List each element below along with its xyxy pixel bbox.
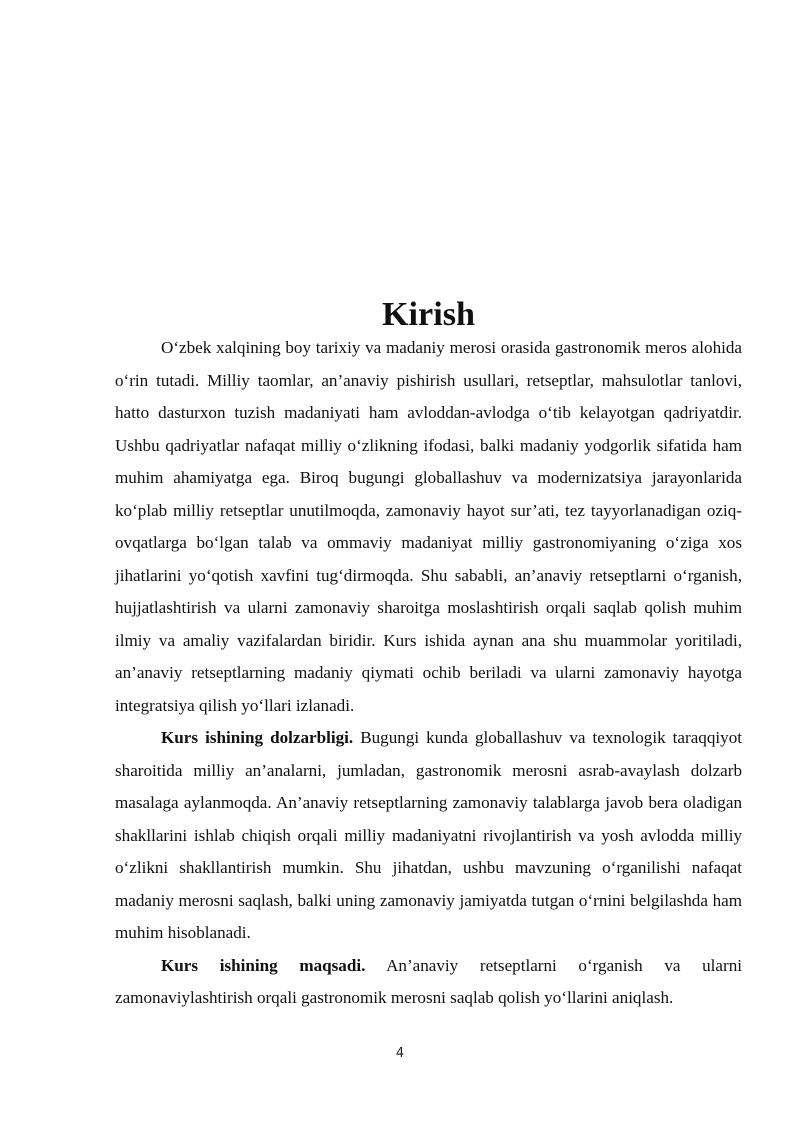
intro-paragraph-text: O‘zbek xalqining boy tarixiy va madaniy merosi orasida gastronomik meros alohida o‘rin tutadi. Milliy taomlar, an’anaviy pishirish usullari, retseptlar, mahsulotlar tanlovi, hatto dasturxon tuzish madaniyati ham avloddan-avlodga o‘tib kelayotgan qadriyatdir. Ushbu qadriyatlar nafaqat milliy o‘zlikning ifodasi, balki madaniy yodgorlik sifatida ham muhim ahamiyatga ega. Biroq bugungi globallashuv va modernizatsiya jarayonlarida ko‘plab milliy retseptlar unutilmoqda, zamonaviy hayot sur’ati, tez tayyorlanadigan oziq-ovqatlarga bo‘lgan talab va ommaviy madaniyat milliy gastronomiyaning o‘ziga xos jihatlarini yo‘qotish xavfini tug‘dirmoqda. Shu sababli, an’anaviy retseptlarni o‘rganish, hujjatlashtirish va ularni zamonaviy sharoitga moslashtirish orqali saqlab qolish muhim ilmiy va amaliy vazifalardan biridir. Kurs ishida aynan ana shu muammolar yoritiladi, an’anaviy retseptlarning madaniy qiymati ochib beriladi va ularni zamonaviy hayotga integratsiya qilish yo‘llari izlanadi. — [115, 338, 742, 715]
goal-paragraph — [115, 950, 742, 1015]
goal-lead: Kurs ishining maqsadi. — [161, 955, 366, 975]
relevance-lead: Kurs ishining dolzarbligi. — [161, 728, 354, 747]
relevance-paragraph — [115, 722, 742, 950]
relevance-text: Bugungi kunda globallashuv va texnologik taraqqiyot sharoitida milliy an’analarni, jumladan, gastronomik merosni asrab-avaylash dolzarb masalaga aylanmoqda. An’anaviy retseptlarning zamonaviy talablarga javob bera oladigan shakllarini ishlab chiqish orqali milliy madaniyatni rivojlantirish va yosh avlodda milliy o‘zlikni shakllantirish mumkin. Shu jihatdan, ushbu mavzuning o‘rganilishi nafaqat madaniy merosni saqlash, balki uning zamonaviy jamiyatda tutgan o‘rnini belgilashda ham muhim hisoblanadi. — [115, 728, 742, 942]
page-body — [115, 296, 743, 1015]
section-heading: Kirish — [381, 296, 476, 333]
page-number: 4 — [395, 1046, 405, 1061]
goal-text: An’anaviy retseptlarni o‘rganish va ularni zamonaviylashtirish orqali gastronomik merosni saqlab qolish yo‘llarini aniqlash. — [115, 955, 743, 1007]
intro-paragraph — [115, 332, 742, 722]
